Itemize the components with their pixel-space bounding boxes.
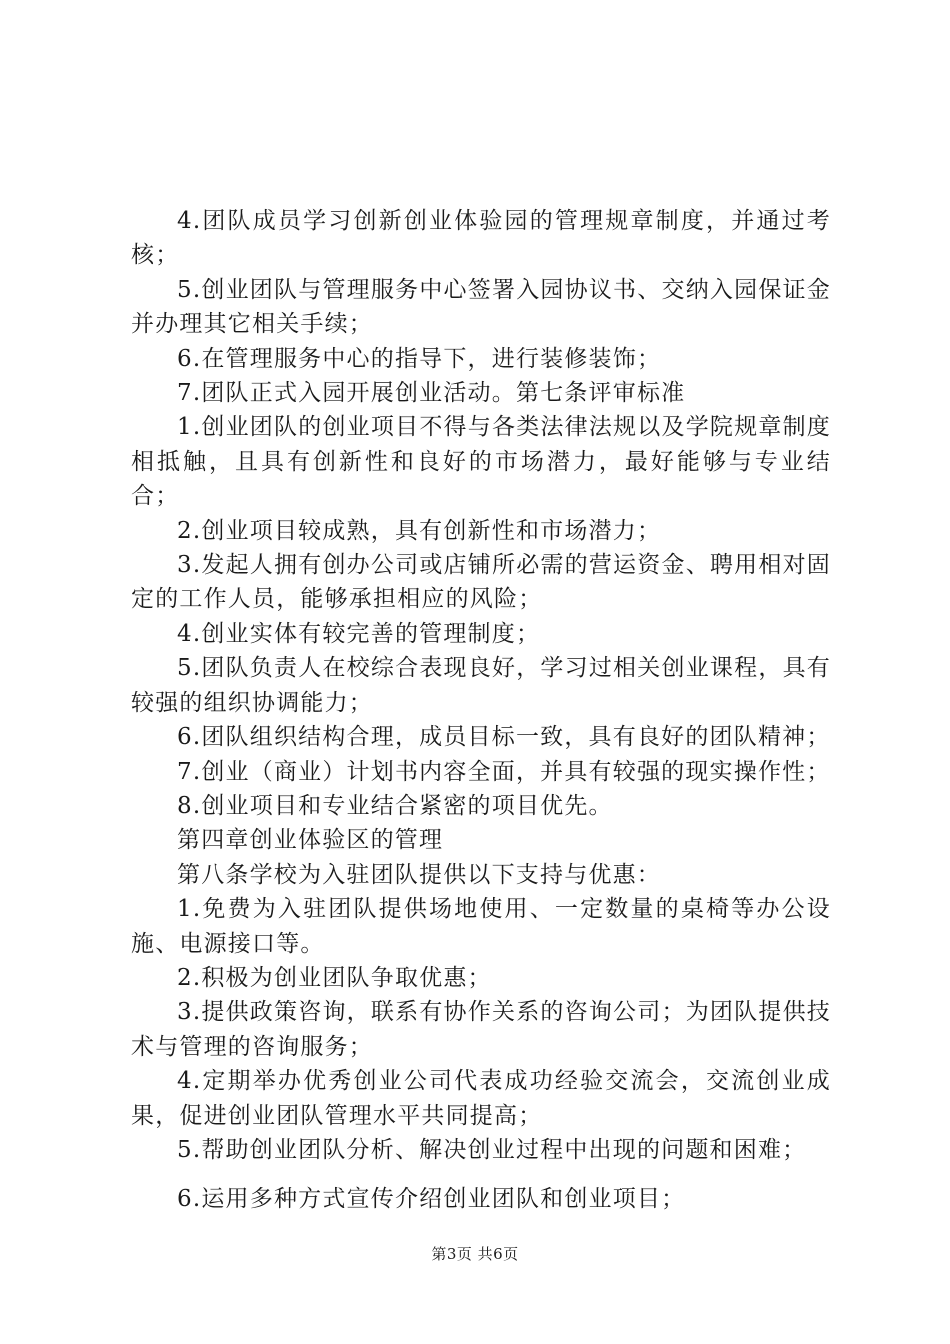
paragraph: 5.创业团队与管理服务中心签署入园协议书、交纳入园保证金并办理其它相关手续； (131, 276, 831, 338)
paragraph: 1.免费为入驻团队提供场地使用、一定数量的桌椅等办公设施、电源接口等。 (131, 896, 831, 957)
paragraph: 4.定期举办优秀创业公司代表成功经验交流会，交流创业成果，促进创业团队管理水平共同提高； (131, 1068, 831, 1129)
chapter-heading: 第四章创业体验区的管理 (177, 827, 444, 854)
paragraph: 5.帮助创业团队分析、解决创业过程中出现的问题和困难； (177, 1136, 807, 1163)
paragraph: 6.运用多种方式宣传介绍创业团队和创业项目； (177, 1186, 686, 1213)
paragraph: 2.积极为创业团队争取优惠； (177, 964, 492, 991)
page-number-footer: 第3页 共6页 (431, 1245, 519, 1263)
paragraph: 7.创业（商业）计划书内容全面，并具有较强的现实操作性； (177, 758, 831, 785)
paragraph: 6.在管理服务中心的指导下，进行装修装饰； (177, 345, 662, 372)
paragraph: 2.创业项目较成熟，具有创新性和市场潜力； (177, 517, 662, 544)
paragraph: 3.提供政策咨询，联系有协作关系的咨询公司；为团队提供技术与管理的咨询服务； (131, 999, 831, 1060)
paragraph: 1.创业团队的创业项目不得与各类法律法规以及学院规章制度相抵触，且具有创新性和良好的市场潜力，最好能够与专业结合； (131, 414, 831, 510)
paragraph: 7.团队正式入园开展创业活动。第七条评审标准 (177, 380, 686, 407)
paragraph: 6.团队组织结构合理，成员目标一致，具有良好的团队精神； (177, 724, 831, 751)
paragraph: 3.发起人拥有创办公司或店铺所必需的营运资金、聘用相对固定的工作人员，能够承担相应的风险； (131, 552, 831, 613)
document-body (131, 204, 831, 1217)
paragraph: 8.创业项目和专业结合紧密的项目优先。 (177, 792, 613, 819)
article-heading: 第八条学校为入驻团队提供以下支持与优惠： (177, 861, 661, 888)
paragraph: 4.团队成员学习创新创业体验园的管理规章制度，并通过考核； (131, 208, 831, 269)
paragraph: 4.创业实体有较完善的管理制度； (177, 620, 541, 647)
paragraph: 5.团队负责人在校综合表现良好，学习过相关创业课程，具有较强的组织协调能力； (131, 655, 831, 716)
